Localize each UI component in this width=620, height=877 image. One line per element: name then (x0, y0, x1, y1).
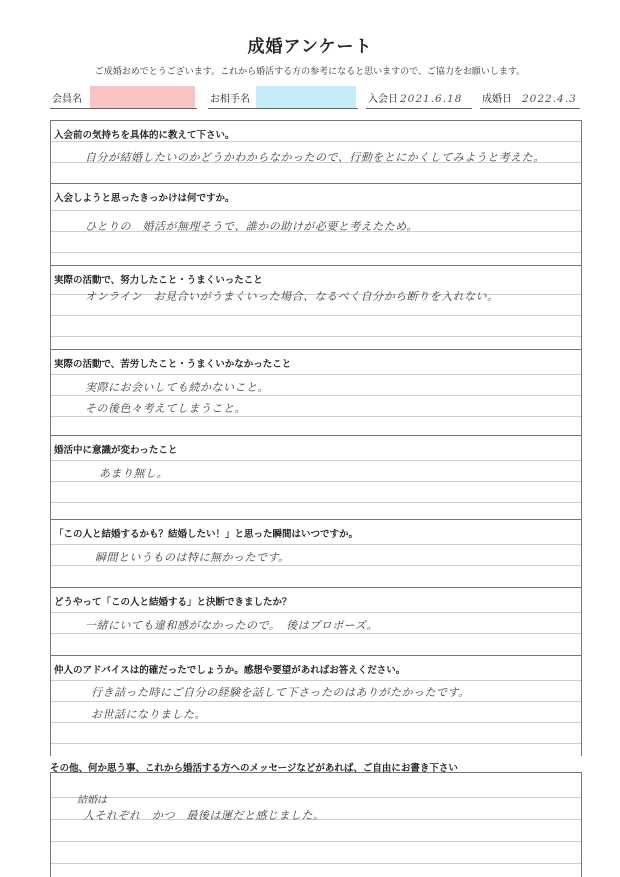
answer-rule (51, 315, 581, 316)
page-title: 成婚アンケート (247, 37, 373, 57)
answer-rule (51, 395, 581, 396)
join-underline (366, 108, 472, 109)
question-section (51, 349, 581, 436)
marriage-date-label: 成婚日 (482, 94, 512, 105)
answer-rule (51, 743, 581, 744)
answer-rule (51, 252, 581, 253)
answer-rule (51, 722, 581, 723)
answer-text[interactable]: オンライン お見合いがうまくいった場合、なるべく自分から断りを入れない。 (85, 290, 499, 303)
answer-text[interactable]: その後色々考えてしまうこと。 (85, 402, 246, 415)
answer-rule (51, 502, 581, 503)
join-date-value[interactable]: 2021.6.18 (400, 93, 463, 105)
question-label: 実際の活動で、苦労したこと・うまくいかなかったこと (54, 359, 292, 370)
question-section (51, 519, 581, 588)
partner-name-field[interactable] (256, 86, 356, 108)
question-label: 仲人のアドバイスは的確だったでしょうか。感想や要望があればお答えください。 (54, 665, 406, 676)
partner-underline (208, 108, 358, 109)
marriage-underline (480, 108, 580, 109)
answer-rule (51, 544, 581, 545)
marriage-date-value[interactable]: 2022.4.3 (522, 93, 577, 105)
answer-text[interactable]: 一緒にいても違和感がなかったので。 後はプロポーズ。 (85, 619, 379, 632)
answer-rule (51, 863, 581, 864)
member-underline (50, 108, 197, 109)
answer-text[interactable]: お世話になりました。 (91, 708, 206, 721)
answer-text[interactable]: ひとりの 婚活が無理そうで、誰かの助けが必要と考えたため。 (85, 220, 418, 233)
final-answer-box (50, 772, 582, 877)
question-label: 実際の活動で、努力したこと・うまくいったこと (54, 275, 263, 286)
question-label: どうやって「この人と結婚する」と決断できましたか？ (54, 597, 292, 608)
answer-rule (51, 841, 581, 842)
greeting-text: ご成婚おめでとうございます。これから婚活する方の参考になると思いますので、ご協力をお願いします。 (94, 67, 526, 77)
join-date-label: 入会日 (368, 94, 398, 105)
question-label: 入会前の気持ちを具体的に教えて下さい。 (54, 130, 235, 141)
answer-rule (51, 633, 581, 634)
question-label: 婚活中に意識が変わったこと (54, 445, 178, 456)
answer-text[interactable]: 行き詰った時にご自分の経験を話して下さったのはありがたかったです。 (91, 686, 470, 699)
answer-rule (51, 797, 581, 798)
question-section (51, 655, 581, 758)
answer-rule (51, 416, 581, 417)
question-section (51, 265, 581, 350)
question-label: 「この人と結婚するかも？結婚したい！」と思った瞬間はいつですか。 (54, 529, 359, 540)
answer-rule (51, 141, 581, 142)
answer-rule (51, 612, 581, 613)
question-label: 入会しようと思ったきっかけは何ですか。 (54, 193, 235, 204)
answer-rule (51, 701, 581, 702)
final-question-label: その他、何か思う事、これから婚活する方へのメッセージなどがあれば、ご自由にお書き下さい (50, 763, 458, 774)
partner-label: お相手名 (210, 94, 250, 105)
answer-text[interactable]: 瞬間というものは特に無かったです。 (95, 551, 290, 564)
final-answer-text[interactable]: 人それぞれ かつ 最後は運だと感じました。 (83, 809, 325, 822)
question-section (51, 121, 581, 183)
answer-rule (51, 481, 581, 482)
member-name-field[interactable] (90, 86, 195, 108)
answer-rule (51, 460, 581, 461)
question-section (51, 435, 581, 520)
questionnaire-sheet (50, 120, 582, 756)
answer-text[interactable]: あまり無し。 (99, 467, 168, 480)
question-section (51, 183, 581, 266)
info-row (50, 86, 580, 112)
answer-rule (51, 565, 581, 566)
member-label: 会員名 (52, 94, 82, 105)
answer-rule (51, 336, 581, 337)
answer-rule (51, 374, 581, 375)
answer-rule (51, 680, 581, 681)
answer-rule (51, 210, 581, 211)
final-note-text[interactable]: 結婚は (77, 795, 107, 806)
question-section (51, 587, 581, 656)
answer-text[interactable]: 自分が結婚したいのかどうかわからなかったので、行動をとにかくしてみようと考えた。 (85, 151, 545, 164)
answer-text[interactable]: 実際にお会いしても続かないこと。 (85, 381, 269, 394)
